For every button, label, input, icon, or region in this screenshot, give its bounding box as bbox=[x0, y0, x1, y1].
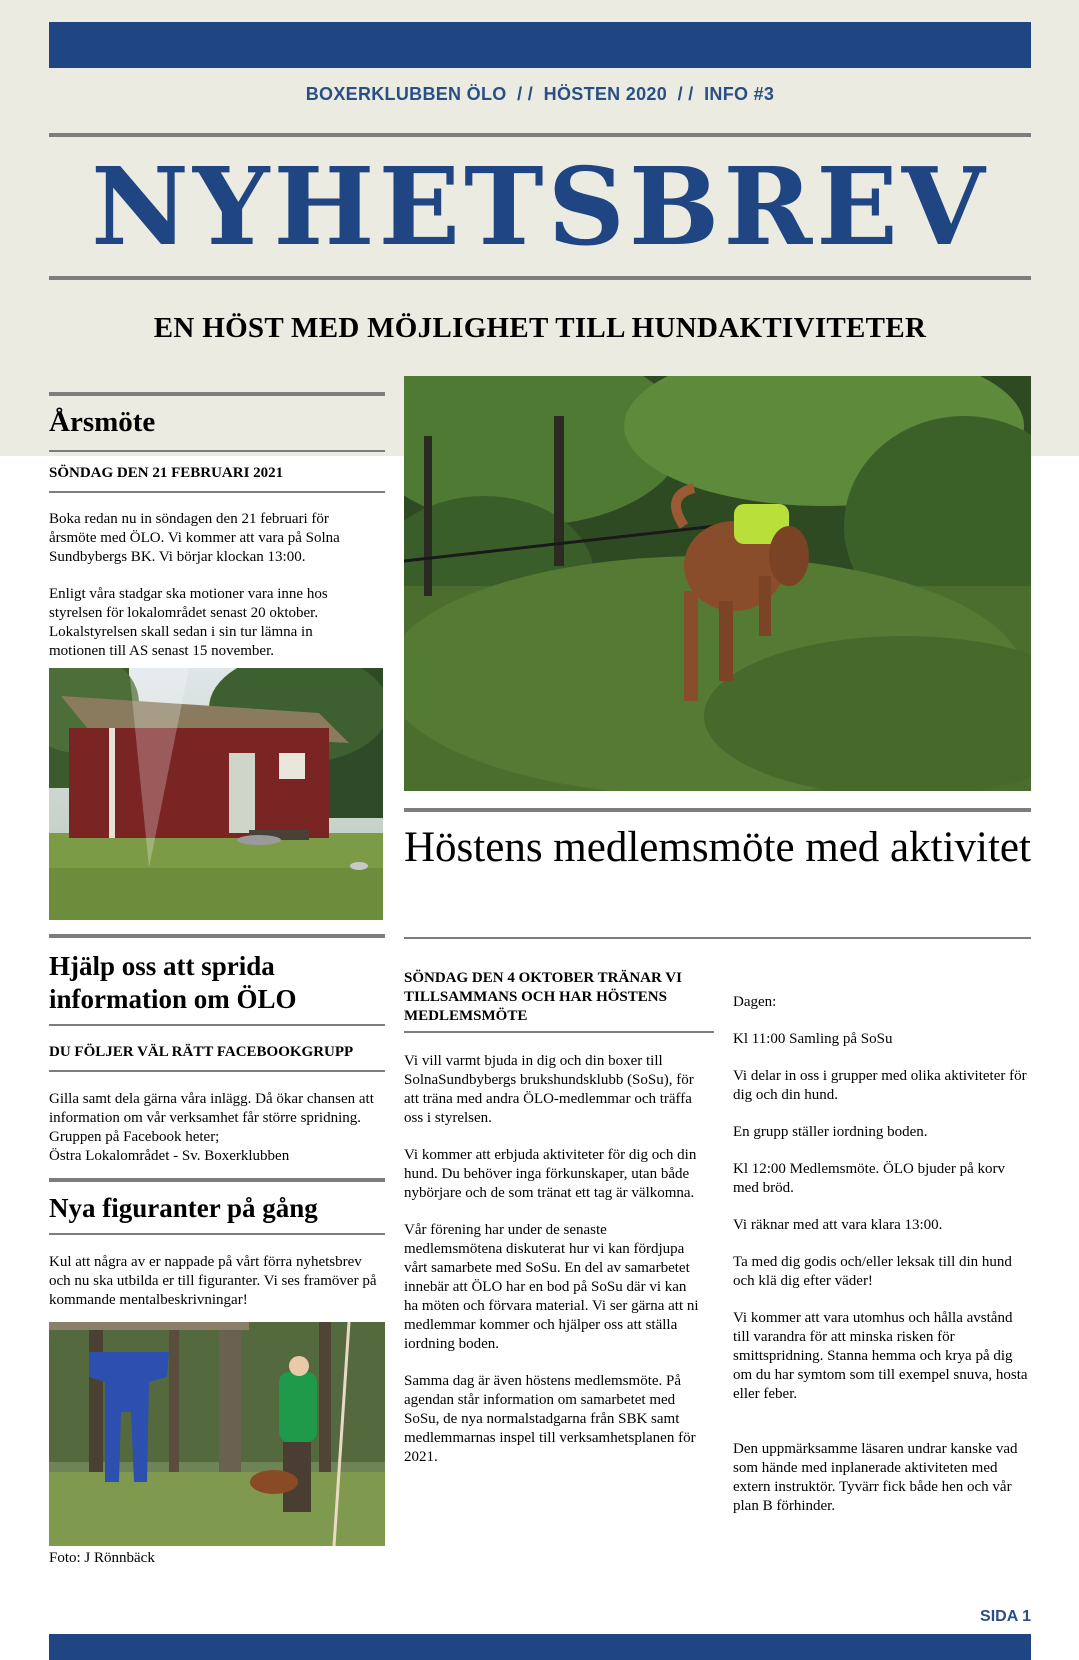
issue-kicker: BOXERKLUBBEN ÖLO / / HÖSTEN 2020 / / INFO #3 bbox=[305, 84, 775, 104]
medlemsmote-paragraph: Vår förening har under de senaste medlemsmötena diskuterat hur vi kan fördjupa vårt samarbete med SoSu. En del av samarbetet innebär att ÖLO har en bod på SoSu där vi kan ha möten och förvara material. Vi ser gärna att ni medlemmar kommer och hjälper oss att ställa iordning boden. bbox=[404, 1222, 699, 1352]
schedule-line: Kl 11:00 Samling på SoSu bbox=[733, 1031, 893, 1047]
medlemsmote-right-body bbox=[733, 993, 1031, 1534]
divider bbox=[49, 1233, 385, 1235]
sprida-subheading: DU FÖLJER VÄL RÄTT FACEBOOKGRUPP bbox=[49, 1044, 354, 1060]
arsmote-paragraph: Enligt våra stadgar ska motioner vara inne hos styrelsen för lokalområdet senast 20 oktober. Lokalstyrelsen skall sedan i sin tur lämna in motionen till AS senast 15 november. bbox=[49, 586, 328, 659]
sprida-heading: Hjälp oss att sprida information om ÖLO bbox=[49, 951, 297, 1014]
photo-caption: Foto: J Rönnbäck bbox=[49, 1550, 155, 1566]
schedule-line: En grupp ställer iordning boden. bbox=[733, 1124, 928, 1140]
medlemsmote-left-body bbox=[404, 1052, 704, 1485]
divider bbox=[49, 491, 385, 493]
schedule-line: Vi räknar med att vara klara 13:00. bbox=[733, 1217, 943, 1233]
divider bbox=[404, 937, 1031, 939]
medlemsmote-paragraph: Vi vill varmt bjuda in dig och din boxer till SolnaSundbybergs brukshundsklubb (SoSu), för att träna med andra ÖLO-medlemmar och träffa oss i styrelsen. bbox=[404, 1053, 694, 1126]
arsmote-heading: Årsmöte bbox=[49, 406, 156, 438]
schedule-line: Kl 12:00 Medlemsmöte. ÖLO bjuder på korv med bröd. bbox=[733, 1161, 1006, 1196]
schedule-line: Den uppmärksamme läsaren undrar kanske vad som hände med inplanerade aktiviteten med extern instruktör. Tyvärr fick både hen och vår plan B förhinder. bbox=[733, 1441, 1018, 1514]
divider bbox=[49, 1070, 385, 1072]
cabin-photo bbox=[49, 668, 383, 920]
dog-photo bbox=[404, 376, 1031, 791]
figurant-photo bbox=[49, 1322, 385, 1546]
figuranter-paragraph: Kul att några av er nappade på vårt förra nyhetsbrev och nu ska utbilda er till figuranter. Vi ses framöver på kommande mentalbeskrivningar! bbox=[49, 1254, 377, 1308]
arsmote-body bbox=[49, 510, 369, 679]
page-number: SIDA 1 bbox=[980, 1608, 1031, 1625]
medlemsmote-subheading: SÖNDAG DEN 4 OKTOBER TRÄNAR VI TILLSAMMANS OCH HAR HÖSTENS MEDLEMSMÖTE bbox=[404, 970, 682, 1024]
arsmote-paragraph: Boka redan nu in söndagen den 21 februari för årsmöte med ÖLO. Vi kommer att vara på Solna Sundbybergs BK. Vi börjar klockan 13:00. bbox=[49, 511, 340, 565]
medlemsmote-heading: Höstens medlemsmöte med aktivitet bbox=[404, 824, 1031, 871]
sprida-body bbox=[49, 1090, 385, 1166]
divider bbox=[49, 276, 1031, 280]
medlemsmote-paragraph: Samma dag är även höstens medlemsmöte. På agendan står information om samarbetet med SoSu, de nya normalstadgarna från SBK samt medlemmarnas inspel till verksamhetsplanen för 2021. bbox=[404, 1373, 696, 1465]
medlemsmote-paragraph: Vi kommer att erbjuda aktiviteter för dig och din hund. Du behöver inga förkunskaper, utan både nybörjare och de som tränat ett tag är välkomna. bbox=[404, 1147, 697, 1201]
schedule-line: Vi delar in oss i grupper med olika aktiviteter för dig och din hund. bbox=[733, 1068, 1027, 1103]
facebook-group-name: Östra Lokalområdet - Sv. Boxerklubben bbox=[49, 1148, 290, 1164]
divider bbox=[49, 392, 385, 396]
arsmote-date: SÖNDAG DEN 21 FEBRUARI 2021 bbox=[49, 465, 284, 481]
divider bbox=[49, 133, 1031, 137]
newsletter-subtitle: EN HÖST MED MÖJLIGHET TILL HUNDAKTIVITETER bbox=[153, 312, 927, 344]
schedule-line: Ta med dig godis och/eller leksak till din hund och klä dig efter väder! bbox=[733, 1254, 1012, 1289]
figuranter-heading: Nya figuranter på gång bbox=[49, 1193, 318, 1223]
bottom-color-bar bbox=[49, 1634, 1031, 1660]
divider bbox=[49, 1024, 385, 1026]
top-color-bar bbox=[49, 22, 1031, 68]
divider bbox=[49, 450, 385, 452]
schedule-line: Vi kommer att vara utomhus och hålla avstånd till varandra för att minska risken för smittspridning. Stanna hemma och krya på dig om du har symtom som till exempel snuva, hosta eller feber. bbox=[733, 1310, 1028, 1402]
schedule-line: Dagen: bbox=[733, 994, 777, 1010]
divider bbox=[49, 1178, 385, 1182]
sprida-paragraph: Gilla samt dela gärna våra inlägg. Då ökar chansen att information om vår verksamhet får större spridning. Gruppen på Facebook heter; bbox=[49, 1091, 374, 1145]
divider bbox=[49, 934, 385, 938]
divider bbox=[404, 1031, 714, 1033]
masthead-title: NYHETSBREV bbox=[91, 145, 989, 270]
divider bbox=[404, 808, 1031, 812]
